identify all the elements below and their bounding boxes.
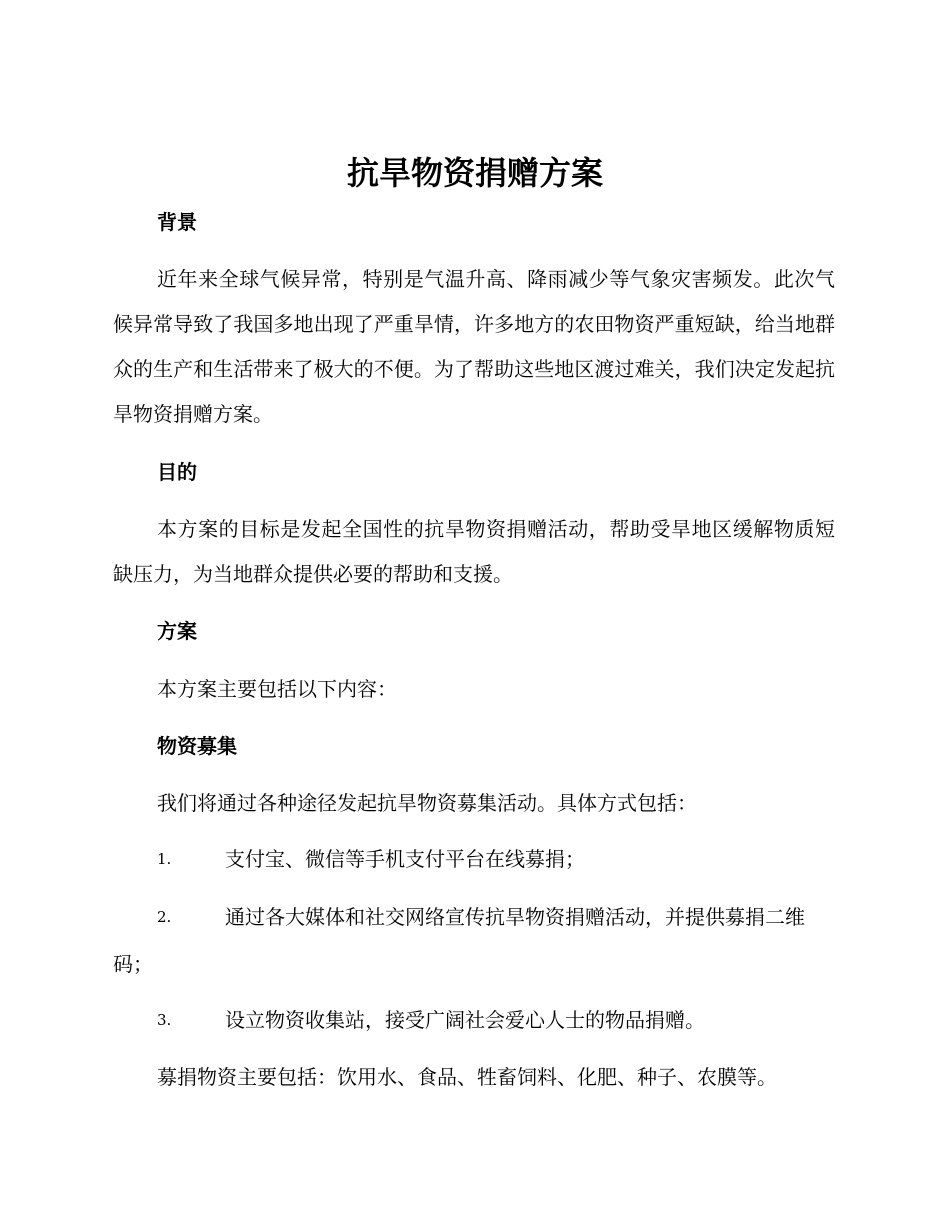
list-item <box>113 894 835 988</box>
document-title: 抗旱物资捐赠方案 <box>346 154 603 192</box>
list-item <box>113 997 835 1044</box>
list-item <box>113 836 835 883</box>
list-item-text: 设立物资收集站，接受广阔社会爱心人士的物品捐赠。 <box>225 1008 705 1032</box>
heading-plan: 方案 <box>157 619 197 643</box>
heading-background: 背景 <box>157 210 197 234</box>
paragraph-background: 近年来全球气候异常，特别是气温升高、降雨减少等气象灾害频发。此次气候异常导致了我国多地出现了严重旱情，许多地方的农田物资严重短缺，给当地群众的生产和生活带来了极大的不便。为了帮助这些地区渡过难关，我们决定发起抗旱物资捐赠方案。 <box>113 267 835 426</box>
list-item-text: 支付宝、微信等手机支付平台在线募捐； <box>225 847 585 871</box>
list-item-text: 通过各大媒体和社交网络宣传抗旱物资捐赠活动，并提供募捐二维码； <box>113 905 805 976</box>
list-item-number: 3. <box>157 1011 172 1029</box>
heading-collection: 物资募集 <box>157 734 237 758</box>
paragraph-purpose: 本方案的目标是发起全国性的抗旱物资捐赠活动，帮助受旱地区缓解物质短缺压力，为当地群众提供必要的帮助和支援。 <box>113 517 835 586</box>
list-item-number: 1. <box>157 850 172 868</box>
paragraph-collection-intro: 我们将通过各种途径发起抗旱物资募集活动。具体方式包括： <box>157 791 697 815</box>
paragraph-materials: 募捐物资主要包括：饮用水、食品、牲畜饲料、化肥、种子、农膜等。 <box>157 1065 777 1089</box>
heading-purpose: 目的 <box>157 460 197 484</box>
list-item-number: 2. <box>157 908 172 926</box>
paragraph-plan-intro: 本方案主要包括以下内容： <box>157 677 397 701</box>
